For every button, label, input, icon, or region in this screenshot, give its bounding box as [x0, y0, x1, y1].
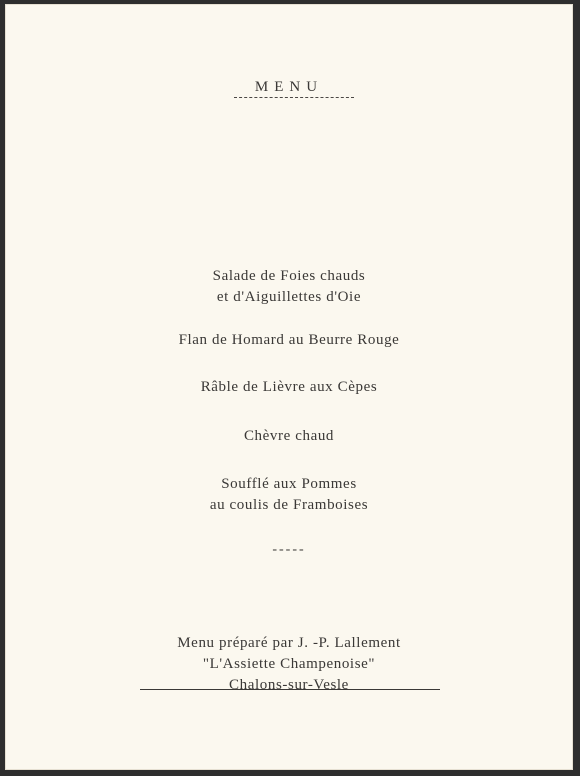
course-3-line-1: Râble de Lièvre aux Cèpes	[200, 379, 378, 395]
credits-restaurant: "L'Assiette Champenoise"	[202, 656, 376, 672]
title-dashed-underline	[234, 97, 354, 98]
course-2	[5, 330, 573, 351]
course-2-line-1: Flan de Homard au Beurre Rouge	[178, 332, 400, 348]
menu-title: MENU	[254, 79, 324, 95]
course-4-line-1: Chèvre chaud	[243, 428, 335, 444]
course-3	[5, 377, 573, 398]
course-5-line-1: Soufflé aux Pommes	[221, 476, 357, 492]
section-separator: -----	[272, 542, 306, 557]
menu-card	[5, 4, 573, 770]
credits	[5, 633, 573, 696]
credits-location: Chalons-sur-Vesle	[229, 677, 349, 693]
course-4	[5, 426, 573, 447]
course-1-line-2: et d'Aiguillettes d'Oie	[216, 289, 362, 305]
course-5-line-2: au coulis de Framboises	[209, 497, 369, 513]
course-1-line-1: Salade de Foies chauds	[212, 268, 366, 284]
course-1	[5, 266, 573, 308]
course-5	[5, 474, 573, 516]
credits-chef: Menu préparé par J. -P. Lallement	[177, 635, 401, 651]
credits-underline	[140, 689, 440, 690]
